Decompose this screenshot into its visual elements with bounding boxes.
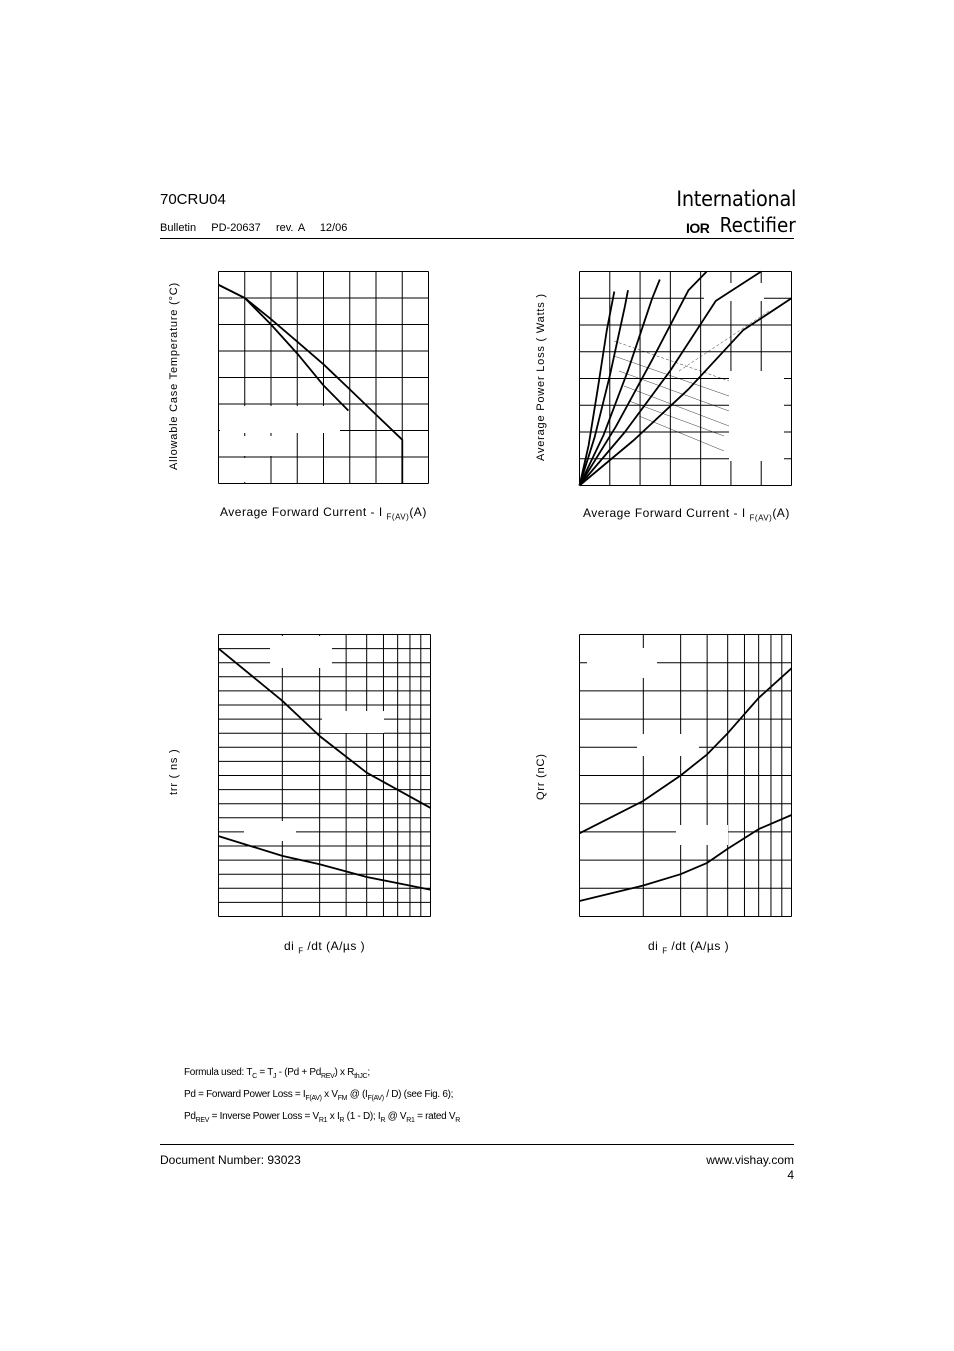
- formula-line-3: $Pd_{REV}$ = Inverse Power Loss = $V_{R1}$ x $I_R$ (1 - D); $I_R$ @ $V_{R1}$ = rated $V_R$: [184, 1111, 461, 1124]
- bulletin-line: Bulletin PD-20637 rev. A 12/06: [160, 222, 348, 234]
- chart2-xlabel: Average Forward Current - I $_{F(AV)}$(A): [583, 506, 790, 523]
- formula-line-2: Pd = Forward Power Loss = $I_{F(AV)}$ x $V_{FM}$ @ $(I_{F(AV)} / D)$ (see Fig. 6);: [184, 1089, 454, 1102]
- erased-label-area: [220, 436, 292, 456]
- erased-label-area: [220, 458, 260, 482]
- formula-block: [184, 1064, 460, 1130]
- erased-label-area: [587, 648, 657, 678]
- guide-line: [679, 311, 769, 371]
- guide-line: [639, 416, 724, 451]
- series-line-2: [219, 285, 349, 411]
- page-number: 4: [787, 1168, 794, 1182]
- website-link[interactable]: www.vishay.com: [706, 1153, 794, 1167]
- erased-label-area: [220, 406, 340, 433]
- formula-line-1: Formula used: $T_C = T_J - (Pd + Pd_{REV})$ x $R_{thJC}$;: [184, 1067, 370, 1080]
- logo-rectifier: Rectifier: [719, 213, 796, 237]
- chart3-trr: [218, 634, 431, 917]
- footer-rule: [160, 1144, 794, 1145]
- series-line-3: [580, 280, 660, 486]
- chart3-ylabel: trr ( ns ): [168, 748, 180, 795]
- erased-label-area: [270, 636, 332, 668]
- erased-label-area: [676, 825, 728, 845]
- chart1-xlabel: Average Forward Current - I $_{F(AV)}$(A): [220, 505, 427, 522]
- erased-label-area: [729, 371, 784, 461]
- logo-ior-mark: IOR: [686, 220, 710, 236]
- part-number: 70CRU04: [160, 191, 226, 208]
- series-line-2: [219, 836, 431, 890]
- chart2-ylabel: Average Power Loss ( Watts ): [535, 293, 547, 461]
- chart1-ylabel: Allowable Case Temperature (°C): [168, 282, 180, 470]
- company-logo: [676, 187, 796, 241]
- chart3-xlabel: di $_F$ /dt (A/µs ): [284, 939, 366, 956]
- document-number: Document Number: 93023: [160, 1153, 301, 1167]
- chart4-qrr: [579, 634, 792, 917]
- erased-label-area: [322, 711, 384, 733]
- erased-label-area: [244, 821, 296, 841]
- chart1-case-temperature: [218, 271, 429, 484]
- erased-label-area: [704, 283, 764, 301]
- chart4-xlabel: di $_F$ /dt (A/µs ): [648, 939, 730, 956]
- chart4-ylabel: Qrr (nC): [535, 753, 547, 800]
- erased-label-area: [637, 734, 699, 756]
- chart2-power-loss: [579, 271, 792, 486]
- logo-international: International: [676, 187, 796, 211]
